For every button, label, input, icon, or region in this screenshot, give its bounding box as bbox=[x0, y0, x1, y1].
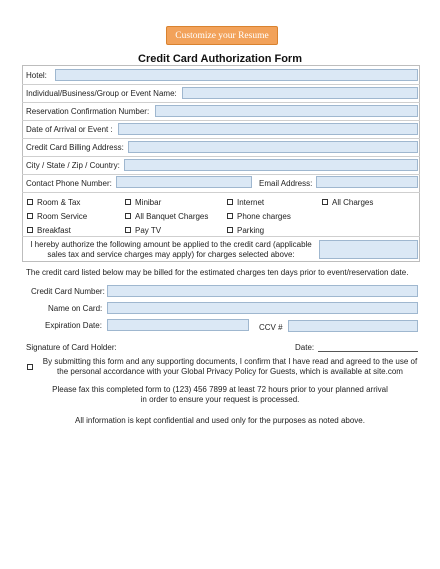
checkbox-icon bbox=[125, 227, 131, 233]
checkbox-icon bbox=[27, 227, 33, 233]
card-number-field[interactable] bbox=[107, 285, 418, 297]
hotel-label: Hotel: bbox=[26, 71, 47, 80]
billing-label: Credit Card Billing Address: bbox=[26, 143, 124, 152]
checkbox-banquet[interactable]: All Banquet Charges bbox=[125, 212, 208, 221]
checkbox-pay-tv[interactable]: Pay TV bbox=[125, 226, 161, 235]
card-number-label: Credit Card Number: bbox=[31, 287, 105, 296]
event-name-field[interactable] bbox=[182, 87, 418, 99]
consent-text bbox=[40, 357, 420, 377]
checkbox-icon bbox=[322, 199, 328, 205]
expiration-field[interactable] bbox=[107, 319, 249, 331]
checkbox-icon bbox=[125, 213, 131, 219]
name-on-card-label: Name on Card: bbox=[48, 304, 103, 313]
customize-resume-button[interactable]: Customize your Resume bbox=[166, 26, 278, 45]
authorized-amount-field[interactable] bbox=[319, 240, 418, 259]
checkbox-icon bbox=[27, 364, 33, 370]
phone-field[interactable] bbox=[116, 176, 252, 188]
checkbox-minibar[interactable]: Minibar bbox=[125, 198, 161, 207]
fax-line-2: in order to ensure your request is processed. bbox=[140, 395, 300, 404]
fax-line-1: Please fax this completed form to (123) 456 7899 at least 72 hours prior to your planned arrival bbox=[52, 385, 388, 394]
consent-line-2: the personal accordance with your Global Privacy Policy for Guests, which is available at site.com bbox=[57, 367, 403, 376]
billing-field[interactable] bbox=[128, 141, 418, 153]
checkbox-phone[interactable]: Phone charges bbox=[227, 212, 291, 221]
checkbox-icon bbox=[27, 213, 33, 219]
phone-label: Contact Phone Number: bbox=[26, 179, 112, 188]
checkbox-all-charges[interactable]: All Charges bbox=[322, 198, 373, 207]
city-label: City / State / Zip / Country: bbox=[26, 161, 120, 170]
confirmation-field[interactable] bbox=[155, 105, 418, 117]
ccv-label: CCV # bbox=[259, 323, 283, 332]
confidential-note: All information is kept confidential and used only for the purposes as noted above. bbox=[75, 416, 365, 425]
authorize-line-2: sales tax and service charges may apply) for charges selected above: bbox=[47, 250, 295, 259]
ccv-field[interactable] bbox=[288, 320, 418, 332]
checkbox-icon bbox=[27, 199, 33, 205]
email-field[interactable] bbox=[316, 176, 418, 188]
checkbox-icon bbox=[227, 227, 233, 233]
row-divider bbox=[22, 156, 420, 157]
fax-text bbox=[20, 385, 420, 405]
consent-line-1: By submitting this form and any supporting documents, I confirm that I have read and agreed to the use of bbox=[42, 357, 418, 366]
consent-checkbox[interactable] bbox=[27, 363, 37, 372]
checkbox-icon bbox=[125, 199, 131, 205]
checkbox-room-service[interactable]: Room Service bbox=[27, 212, 87, 221]
email-label: Email Address: bbox=[259, 179, 313, 188]
checkbox-parking[interactable]: Parking bbox=[227, 226, 264, 235]
authorize-text bbox=[26, 240, 316, 260]
row-divider bbox=[22, 138, 420, 139]
row-divider bbox=[22, 102, 420, 103]
form-title: Credit Card Authorization Form bbox=[138, 53, 302, 65]
row-divider bbox=[22, 174, 420, 175]
row-divider bbox=[22, 84, 420, 85]
checkbox-room-tax[interactable]: Room & Tax bbox=[27, 198, 80, 207]
arrival-field[interactable] bbox=[118, 123, 418, 135]
signature-label: Signature of Card Holder: bbox=[26, 343, 117, 352]
row-divider bbox=[22, 120, 420, 121]
date-line[interactable] bbox=[318, 351, 418, 352]
row-divider bbox=[22, 236, 420, 237]
checkbox-internet[interactable]: Internet bbox=[227, 198, 264, 207]
expiration-label: Expiration Date: bbox=[45, 321, 102, 330]
date-label: Date: bbox=[295, 343, 315, 352]
city-field[interactable] bbox=[124, 159, 418, 171]
checkbox-icon bbox=[227, 199, 233, 205]
arrival-label: Date of Arrival or Event : bbox=[26, 125, 113, 134]
row-divider bbox=[22, 192, 420, 193]
billing-note: The credit card listed below may be billed for the estimated charges ten days prior to event/reservation date. bbox=[26, 268, 409, 277]
event-name-label: Individual/Business/Group or Event Name: bbox=[26, 89, 177, 98]
checkbox-breakfast[interactable]: Breakfast bbox=[27, 226, 71, 235]
hotel-field[interactable] bbox=[55, 69, 418, 81]
checkbox-icon bbox=[227, 213, 233, 219]
confirmation-label: Reservation Confirmation Number: bbox=[26, 107, 150, 116]
authorize-line-1: I hereby authorize the following amount be applied to the credit card (applicable bbox=[30, 240, 312, 249]
name-on-card-field[interactable] bbox=[107, 302, 418, 314]
